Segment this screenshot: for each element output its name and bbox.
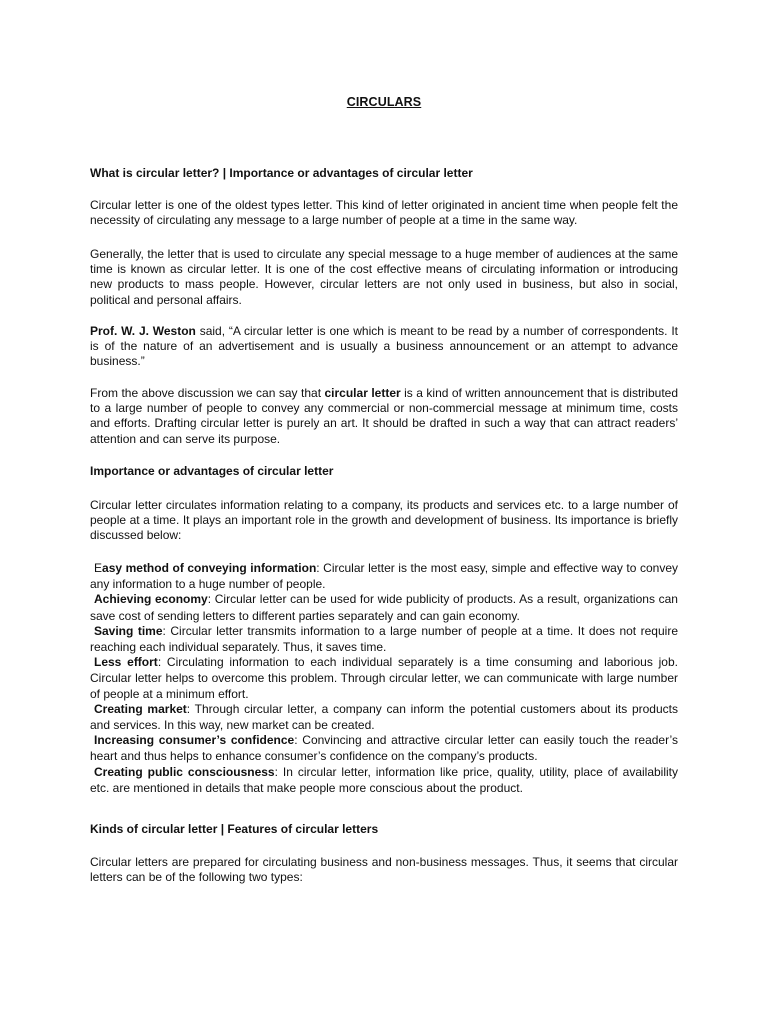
advantage-item	[90, 592, 678, 623]
advantage-title: Increasing consumer’s confidence	[94, 733, 295, 748]
paragraph-importance-intro: Circular letter circulates information relating to a company, its products and services etc. to a large number of people at a time. It plays an important role in the growth and development of business. Its importance is briefly discussed below:	[90, 498, 678, 543]
advantage-prefix: E	[94, 561, 103, 575]
advantage-item	[90, 702, 678, 733]
paragraph-summary	[90, 386, 678, 447]
advantage-item	[90, 733, 678, 764]
advantage-item	[90, 765, 678, 796]
weston-quote-text: said, “A circular letter is one which is meant to be read by a number of correspondents. It is of the nature of an advertisement and is usually a business announcement or an attempt to advance business.”	[90, 324, 678, 369]
section-heading-kinds: Kinds of circular letter | Features of circular letters	[90, 822, 379, 836]
advantage-item	[90, 561, 678, 592]
advantage-title: Less effort	[94, 655, 158, 670]
paragraph-intro: Circular letter is one of the oldest types letter. This kind of letter originated in ancient time when people felt the necessity of circulating any message to a large number of people at a time in the same way.	[90, 198, 678, 228]
advantage-item	[90, 624, 678, 655]
advantage-title: Saving time	[94, 623, 163, 638]
paragraph-kinds-intro: Circular letters are prepared for circulating business and non-business messages. Thus, it seems that circular letters can be of the following two types:	[90, 855, 678, 885]
summary-rest: is a kind of written announcement that is distributed to a large number of people to convey any commercial or non-commercial message at minimum time, costs and efforts. Drafting circular letter is purely an art. It should be drafted in such a way that can attract readers’ attention and can serve its purpose.	[90, 386, 678, 446]
advantage-text: : Convincing and attractive circular letter can easily touch the reader’s heart and thus helps to enhance consumer’s confidence on the company’s products.	[90, 733, 678, 764]
advantage-title: Creating market	[94, 701, 187, 716]
advantages-list	[90, 561, 678, 796]
section-heading-what-is-circular: What is circular letter? | Importance or advantages of circular letter	[90, 166, 473, 180]
advantage-title: Creating public consciousness	[94, 764, 275, 779]
advantage-title: asy method of conveying information	[102, 561, 317, 575]
advantage-item	[90, 655, 678, 702]
advantage-text: : Circular letter transmits information to a large number of people at a time. It does not require reaching each individual separately. Thus, it saves time.	[90, 623, 678, 655]
advantage-text: : Circular letter can be used for wide publicity of products. As a result, organizations can save cost of sending letters to different parties separately and can gain economy.	[90, 592, 678, 623]
paragraph-weston-quote	[90, 324, 678, 370]
advantage-text: : Circular letter is the most easy, simple and effective way to convey any information to a huge number of people.	[90, 561, 679, 592]
advantage-text: : In circular letter, information like price, quality, utility, place of availability etc. are mentioned in details that make people more conscious about the product.	[90, 764, 679, 795]
weston-name: Prof. W. J. Weston	[90, 324, 196, 338]
section-heading-importance: Importance or advantages of circular letter	[90, 464, 334, 478]
advantage-title: Achieving economy	[94, 592, 208, 607]
document-title: CIRCULARS	[346, 95, 422, 109]
paragraph-definition: Generally, the letter that is used to circulate any special message to a huge member of audiences at the same time is known as circular letter. It is one of the cost effective means of circulating information or introducing new products to mass people. However, circular letters are not only used in business, but also in social, political and personal affairs.	[90, 247, 678, 307]
advantage-text: : Through circular letter, a company can inform the potential customers about its products and services. In this way, new market can be created.	[90, 701, 678, 733]
advantage-text: : Circulating information to each individual separately is a time consuming and laborious job. Circular letter helps to overcome this problem. Through circular letter, we can communicate with large number of people at a minimum effort.	[90, 655, 678, 701]
summary-keyword: circular letter	[324, 386, 401, 400]
summary-lead: From the above discussion we can say that	[90, 386, 325, 400]
